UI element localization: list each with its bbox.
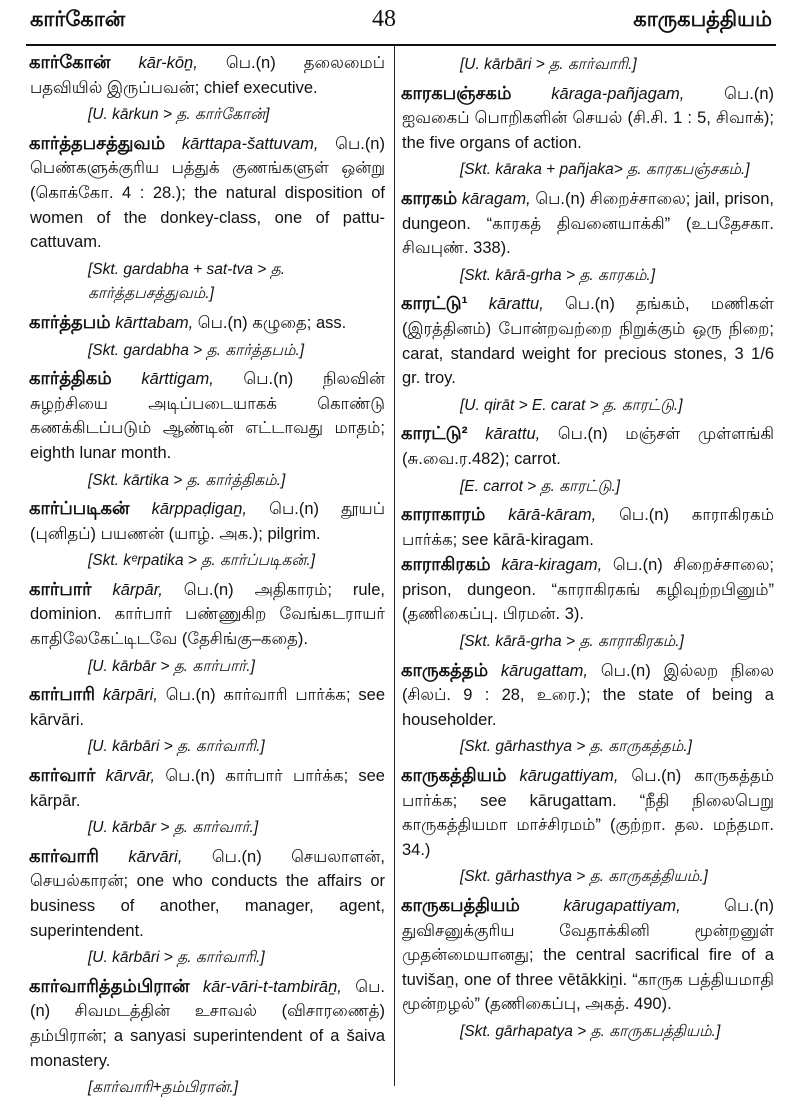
- transliteration: kār-vāri-t-tambirāṉ,: [202, 977, 342, 996]
- column-divider: [394, 46, 395, 1086]
- headword: கார்வாரித்தம்பிரான்: [29, 975, 190, 996]
- headword: காரகம்: [401, 187, 458, 208]
- etymology: [Skt. gardabha > த. கார்த்தபம்.]: [88, 341, 305, 359]
- transliteration: kārattu,: [485, 425, 541, 444]
- etymology: [Skt. kᵉrpatika > த. கார்ப்படிகன்.]: [88, 552, 316, 570]
- definition: பெ.(n) மஞ்சள் முள்ளங்கி (சு.வை.ர.482); carrot.: [402, 425, 774, 468]
- definition: பெ.(n) சிவமடத்தின் உசாவல் (விசாரணைத்) தம்பிரான்; a sanyasi superintendent of a šaiva monastery.: [30, 977, 385, 1070]
- dictionary-entry: [30, 763, 385, 813]
- transliteration: kārvāri,: [128, 847, 183, 866]
- definition: பெ.(n) சிறைச்சாலை; prison, dungeon. “காராகிரகங் கழிவுற்றபினும்” (தணிகைப்பு. பிரமன். 3).: [402, 556, 774, 624]
- definition: பெ.(n) துவிசனுக்குரிய வேதாக்கினி மூன்றனுள் முதன்மையானது; the central sacrifical fire of a tuvišaṉ, one of three vētākkiṉi. “காருக பத்தியமாதி மூன்றழல்” (தணிகைப்பு, அகத். 490).: [402, 897, 774, 1014]
- transliteration: kārvār,: [105, 767, 156, 786]
- dictionary-entry: [402, 421, 774, 471]
- definition: பெ.(n) தூயப் (புனிதப்) பயணன் (யாழ். அக.); pilgrim.: [30, 500, 385, 543]
- etymology: [E. carrot > த. காரட்டு.]: [460, 477, 621, 495]
- dictionary-entry: [30, 50, 385, 100]
- etymology: [Skt. gārhasthya > த. காருகத்தியம்.]: [460, 868, 708, 886]
- headword: கார்த்திகம்: [29, 368, 112, 389]
- dictionary-entry: [402, 552, 774, 627]
- etymology: [Skt. kāraka + pañjaka> த. காரகபஞ்சகம்.]: [460, 161, 750, 179]
- dictionary-entry: [402, 186, 774, 261]
- etymology: [கார்வாரி+தம்பிரான்.]: [88, 1079, 239, 1097]
- right-column: [402, 50, 774, 1048]
- etymology: [U. kārbāri > த. கார்வாரி.]: [88, 949, 265, 967]
- transliteration: kārpāri,: [102, 686, 158, 705]
- definition: பெ.(n) காருகத்தம் பார்க்க; see kārugattam. “நீதி நிலைபெறு காருகத்தியமா மாச்சிரமம்” (குற்றா. தல. மந்தமா. 34.): [402, 767, 774, 859]
- definition: பெ.(n) சிறைச்சாலை; jail, prison, dungeon. “காரகத் திவனையாக்கி” (உபதேசகா. சிவபுண். 338).: [402, 189, 774, 258]
- etymology: [Skt. kārā-grha > த. காராகிரகம்.]: [460, 633, 684, 651]
- dictionary-entry: [402, 658, 774, 733]
- page-header: [0, 0, 800, 44]
- dictionary-entry: [402, 763, 774, 862]
- headword: காராகாரம்: [401, 504, 486, 525]
- definition: பெ.(n) கழுதை; ass.: [197, 313, 347, 332]
- etymology: [Skt. gārhasthya > த. காருகத்தம்.]: [460, 738, 692, 756]
- headword: காருகத்தியம்: [401, 765, 507, 786]
- transliteration: kārpār,: [112, 580, 163, 599]
- headword: கார்வாரி: [29, 845, 99, 866]
- transliteration: kārugattam,: [500, 661, 588, 680]
- headword: கார்த்தபசத்துவம்: [29, 132, 166, 153]
- headword: காரகபஞ்சகம்: [401, 82, 512, 103]
- definition: பெ.(n) இல்லற நிலை (சிலப். 9 : 28, உரை.); the state of being a householder.: [402, 661, 774, 729]
- dictionary-entry: [402, 502, 774, 552]
- transliteration: kārttigam,: [141, 370, 214, 389]
- definition: பெ.(n) அதிகாரம்; rule, dominion. கார்பார் பண்ணுகிற வேங்கடராயர் காதிலேகேட்டிடவே (தேசிங்கு–கதை).: [30, 580, 385, 649]
- etymology: [Skt. gardabha + sat-tva > த. கார்த்தபசத்துவம்.]: [88, 260, 286, 303]
- dictionary-entry: [30, 682, 385, 732]
- transliteration: kārttapa-šattuvam,: [181, 134, 319, 153]
- transliteration: kārppaḍigaṉ,: [151, 500, 247, 519]
- headword: கார்த்தபம்: [29, 311, 111, 332]
- page-number: 48: [372, 6, 396, 32]
- definition: பெ.(n) செயலாளன், செயல்காரன்; one who conducts the affairs or business of another, manager, agent, superintendent.: [30, 847, 386, 940]
- transliteration: kārttabam,: [115, 313, 194, 332]
- transliteration: kārattu,: [488, 295, 544, 314]
- etymology: [Skt. gārhapatya > த. காருகபத்தியம்.]: [460, 1022, 721, 1040]
- headword: காரட்டு¹: [401, 293, 468, 314]
- transliteration: kāra-kiragam,: [501, 556, 603, 575]
- dictionary-entry: [402, 291, 774, 390]
- transliteration: kāraga-pañjagam,: [551, 84, 685, 103]
- headword: காருகத்தம்: [401, 659, 489, 680]
- dictionary-entry: [30, 366, 385, 465]
- dictionary-entry: [30, 131, 385, 255]
- dictionary-entry: [402, 81, 774, 156]
- headword: கார்பாரி: [29, 684, 96, 705]
- headword: காரட்டு²: [401, 423, 468, 444]
- etymology: [U. kārbāri > த. கார்வாரி.]: [460, 56, 637, 73]
- etymology: [U. kārbār > த. கார்வார்.]: [88, 819, 259, 837]
- headword: கார்பார்: [29, 578, 92, 599]
- left-column: [30, 50, 385, 1104]
- header-right-guide-word: காருகபத்தியம்: [633, 8, 772, 31]
- transliteration: kārugattiyam,: [519, 767, 619, 786]
- definition: பெ.(n) தலைமைப் பதவியில் இருப்பவன்; chief executive.: [30, 54, 385, 97]
- definition: பெ.(n) கார்வாரி பார்க்க; see kārvāri.: [30, 686, 385, 729]
- dictionary-entry: [30, 844, 385, 943]
- dictionary-entry: [30, 310, 385, 336]
- dictionary-entry: [30, 577, 385, 652]
- definition: பெ.(n) தங்கம், மணிகள் (இரத்தினம்) போன்றவற்றை நிறுக்கும் ஒரு நிறை; carat, standard weight for precious stones, 3 1/6 gr. troy.: [402, 295, 774, 388]
- etymology: [Skt. kārā-grha > த. காரகம்.]: [460, 266, 656, 284]
- header-rule: [26, 44, 776, 46]
- definition: பெ.(n) நிலவின் சுழற்சியை அடிப்படையாகக் கொண்டு கணக்கிடப்படும் ஆண்டின் எட்டாவது மாதம்; eighth lunar month.: [30, 370, 386, 462]
- header-left-guide-word: கார்கோன்: [30, 8, 126, 31]
- etymology: [Skt. kārtika > த. கார்த்திகம்.]: [88, 471, 286, 489]
- headword: கார்கோன்: [29, 52, 111, 72]
- headword: கார்வார்: [29, 765, 96, 786]
- etymology: [U. kārkun > த. கார்கோன்]: [88, 106, 270, 124]
- headword: கார்ப்படிகன்: [29, 498, 130, 519]
- dictionary-entry: [30, 496, 385, 546]
- transliteration: kāragam,: [461, 189, 531, 208]
- headword: காருகபத்தியம்: [401, 895, 520, 915]
- transliteration: kārugapattiyam,: [563, 897, 681, 915]
- definition: பெ.(n) காராகிரகம் பார்க்க; see kārā-kiragam.: [402, 506, 774, 549]
- transliteration: kārā-kāram,: [508, 506, 597, 525]
- dictionary-entry: [402, 893, 774, 1017]
- etymology: [U. kārbār > த. கார்பார்.]: [88, 657, 255, 675]
- dictionary-entry: [30, 974, 385, 1073]
- etymology: [U. qirāt > E. carat > த. காரட்டு.]: [460, 396, 683, 414]
- etymology: [U. kārbāri > த. கார்வாரி.]: [88, 738, 265, 756]
- headword: காராகிரகம்: [401, 554, 491, 575]
- definition: பெ.(n) கார்பார் பார்க்க; see kārpār.: [30, 767, 385, 810]
- transliteration: kār-kōṉ,: [138, 54, 198, 72]
- definition: பெ.(n) பெண்களுக்குரிய பத்துக் குணங்களுள் ஒன்று (கொக்கோ. 4 : 28.); the natural disposition of women of the donkey-class, one of pattu-cattuvam.: [30, 134, 385, 252]
- definition: பெ.(n) ஐவகைப் பொறிகளின் செயல் (சி.சி. 1 : 5, சிவாக்); the five organs of action.: [402, 84, 774, 152]
